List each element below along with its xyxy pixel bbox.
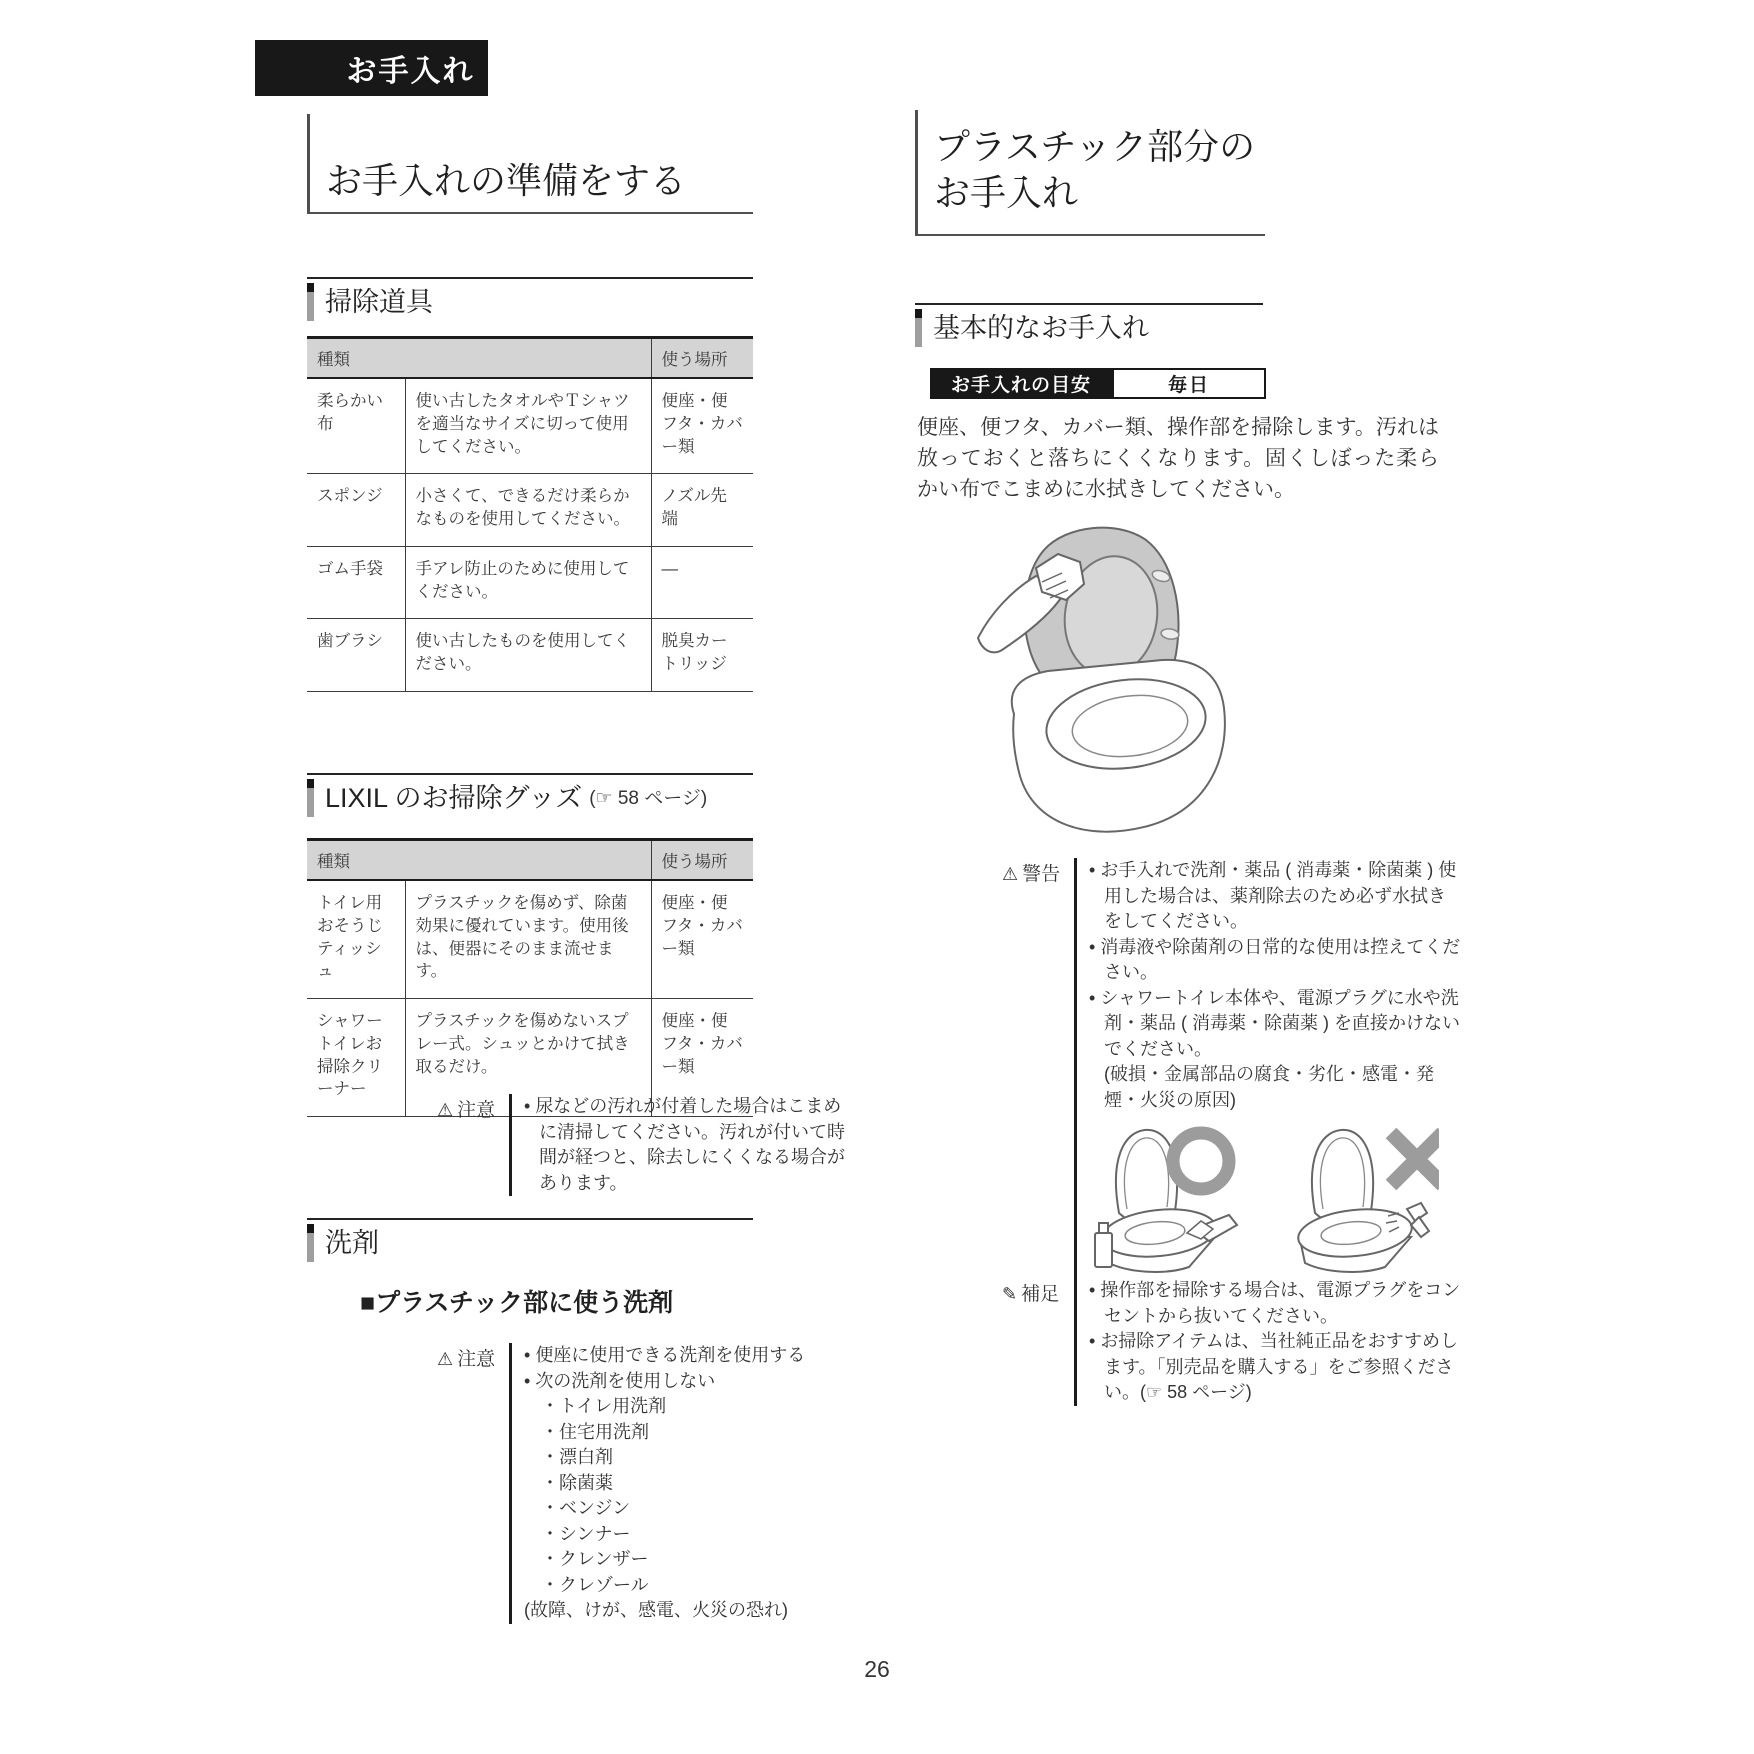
caution-label-text: 注意 [457,1349,496,1370]
column-header-type: 種類 [307,338,651,379]
tool-name: ゴム手袋 [307,546,405,619]
tool-place: 脱臭カートリッジ [651,619,753,692]
column-header-place: 使う場所 [651,338,753,379]
table-header-row [307,840,753,881]
wipe-ok-scene [1095,1130,1237,1272]
guide-label: お手入れの目安 [930,368,1112,399]
tool-name: 柔らかい布 [307,378,405,474]
caution-bullet: • 次の洗剤を使用しない [524,1369,856,1395]
goods-desc: プラスチックを傷めず、除菌効果に優れています。使用後は、便器にそのまま流せます。 [405,880,651,999]
tool-place: ― [651,546,753,619]
caution-bullet: • 便座に使用できる洗剤を使用する [524,1343,856,1369]
section-heading: 掃除道具 [325,287,433,317]
tool-desc: 使い古したものを使用してください。 [405,619,651,692]
ng-cross-mark [1391,1133,1439,1185]
tool-desc: 小さくて、できるだけ柔らかなものを使用してください。 [405,474,651,547]
goods-desc: プラスチックを傷めないスプレー式。シュッとかけて拭き取るだけ。 [405,999,651,1117]
forbidden-item: ・ 漂白剤 [524,1445,856,1471]
tool-desc: 手アレ防止のために使用してください。 [405,546,651,619]
caution-label [437,1343,503,1624]
tool-place: 便座・便フタ・カバー類 [651,378,753,474]
caution-label [437,1094,503,1196]
table-row [307,619,753,692]
goods-name: シャワートイレお掃除クリーナー [307,999,405,1117]
left-page-title: お手入れの準備をする [307,114,753,214]
table-row [307,880,753,999]
cleaning-tools-table [307,336,753,692]
section-heading: 洗剤 [325,1228,379,1258]
section-bar [307,779,314,817]
section-basic-care [915,303,1263,347]
warning-bullet: • 消毒液や除菌剤の日常的な使用は控えてください。 [1089,935,1461,986]
title-line-1: プラスチック部分の [934,126,1256,167]
caution-body [512,1094,856,1196]
column-header-place: 使う場所 [651,840,753,881]
cleaner-bottle [1095,1233,1112,1267]
chapter-tab: お手入れ [255,40,488,96]
caution-body [512,1343,856,1624]
warning-note [1002,858,1461,1281]
section-heading: LIXIL のお掃除グッズ [325,783,583,813]
supplement-bullet: • お掃除アイテムは、当社純正品をおすすめします。「別売品を購入する」をご参照ください。(☞ 58 ページ) [1089,1329,1461,1406]
tool-name: 歯ブラシ [307,619,405,692]
caution-footer: (故障、けが、感電、火災の恐れ) [524,1600,788,1620]
caution-note-detergent [437,1343,856,1624]
lixil-goods-table [307,838,753,1117]
forbidden-item: ・ クレゾール [524,1573,856,1599]
ok-circle-mark [1173,1133,1229,1189]
page-reference: (☞ 58 ページ) [589,788,708,809]
warning-cause-note: (破損・金属部品の腐食・劣化・感電・発煙・火災の原因) [1104,1064,1434,1110]
warning-bullet: • お手入れで洗剤・薬品 ( 消毒薬・除菌薬 ) 使用した場合は、薬剤除去のため必ず水拭きをしてください。 [1089,858,1461,935]
guide-value: 毎日 [1112,368,1266,399]
basic-care-paragraph: 便座、便フタ、カバー類、操作部を掃除します。汚れは放っておくと落ちにくくなります。固くしぼった柔らかい布でこまめに水拭きしてください。 [917,416,1439,501]
supplement-label-text: 補足 [1021,1284,1060,1305]
section-bar [915,309,922,347]
ok-ng-illustration [1089,1121,1439,1273]
right-page-title [915,110,1265,236]
goods-name: トイレ用おそうじティッシュ [307,880,405,999]
forbidden-item: ・ 除菌薬 [524,1471,856,1497]
tool-desc: 使い古したタオルやＴシャツを適当なサイズに切って使用してください。 [405,378,651,474]
care-frequency-guide [930,368,1266,399]
supplement-note [1002,1278,1461,1406]
supplement-body [1077,1278,1461,1406]
goods-place: 便座・便フタ・カバー類 [651,999,753,1117]
warning-icon: ⚠ [437,1349,454,1369]
tool-name: スポンジ [307,474,405,547]
table-row [307,546,753,619]
goods-place: 便座・便フタ・カバー類 [651,880,753,999]
page-number: 26 [864,1656,890,1682]
section-lixil-goods [307,773,753,819]
warning-icon: ⚠ [1002,864,1019,884]
table-row [307,474,753,547]
section-bar [307,283,314,321]
warning-label-text: 警告 [1022,864,1061,885]
toilet-wiping-illustration [948,518,1248,853]
forbidden-item: ・ 住宅用洗剤 [524,1420,856,1446]
warning-body [1077,858,1461,1281]
table-row [307,378,753,474]
supplement-label [1002,1278,1068,1406]
caution-text: • 尿などの汚れが付着した場合はこまめに清掃してください。汚れが付いて時間が経つと、除去しにくくなる場合があります。 [524,1094,856,1196]
section-detergent [307,1218,753,1262]
warning-icon: ⚠ [437,1100,454,1120]
spray-ng-scene [1296,1130,1439,1272]
caution-note-goods [437,1094,856,1196]
caution-label-text: 注意 [457,1100,496,1121]
forbidden-item: ・ ベンジン [524,1496,856,1522]
tool-place: ノズル先端 [651,474,753,547]
forbidden-item: ・ トイレ用洗剤 [524,1394,856,1420]
warning-label [1002,858,1068,1281]
section-cleaning-tools [307,277,753,321]
column-header-type: 種類 [307,840,651,881]
supplement-bullet: • 操作部を掃除する場合は、電源プラグをコンセントから抜いてください。 [1089,1278,1461,1329]
pencil-icon: ✎ [1002,1284,1018,1304]
forbidden-item: ・ クレンザー [524,1547,856,1573]
section-bar [307,1224,314,1262]
title-line-2: お手入れ [934,172,1079,213]
warning-bullet: • シャワートイレ本体や、電源プラグに水や洗剤・薬品 ( 消毒薬・除菌薬 ) を直接かけないでください。 [1089,986,1461,1063]
section-heading: 基本的なお手入れ [933,313,1149,343]
toilet-lid-wipe-drawing [948,518,1248,848]
forbidden-item: ・ シンナー [524,1522,856,1548]
subheading-plastic-detergent: ■プラスチック部に使う洗剤 [360,1289,674,1317]
table-header-row [307,338,753,379]
